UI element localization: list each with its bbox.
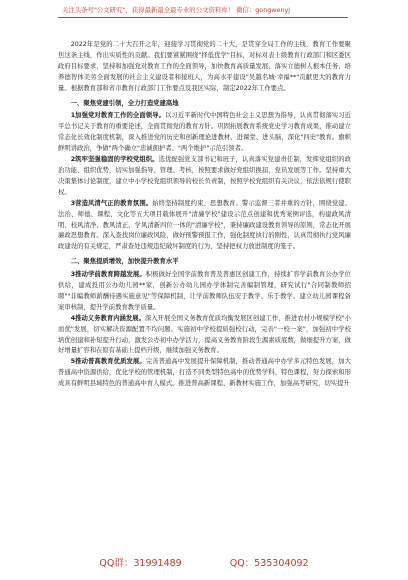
page-footer [0,555,408,569]
item-lead: 4推动义务教育内涵发展。 [70,314,145,322]
qq-contact-text: QQ：535304092 [229,558,309,569]
item-lead: 5推动普高教育优质发展。 [70,358,146,366]
qq-group-text: QQ群：31991489 [99,558,182,569]
list-item [58,155,351,199]
section-heading: 二、聚焦提质增效，加快提升教育水平 [70,258,179,266]
list-item [58,199,351,254]
item-body: 完善普通高中发展提升保障机制，推动普通高中办学多元特色发展，加大普通高中资源供给，优化学校的管理机制，打造不同类型特色高中的优势学科、特色课程，努力探索和形成具有鲜明县域特色的普通高中育人模式。推进普高新课程、新教材实施工作，加强高考研究，切实提升 [58,358,351,388]
item-body: 选优配强党支部书记和班子，认真落实党建责任制，发挥党组织的政治功能、组织优势，切实加强指导、管理、考核，按照要求做好党组织换届，党员发展等工作。坚持重大决策集体讨论制度，建立中小学校党组织领导的校长负责制，按照学校党组织有关决议，依法依规行使职权。 [58,156,351,196]
item-body: 始终坚持制度约束、思想教育、警示监督三者并重的方针，围绕党建、法治、师德、课程、文化等五大项目载体展开"清廉学校"建设示范点创建和优秀案例评选，构建政风清明、校风清净、教风清正、学风清新四位一体的"清廉学校"，秉持廉政建设教育领导的原则，常态化开展廉政思想教育。深入查找岗位廉政风险，做好预警预报工作，强化制度执行的刚性，认真贯彻执行党风廉政建设的有关规定，严肃查处违规违纪破坏制度的行为，坚持把权力放进制度的笼子。 [58,199,351,251]
item-lead: 3推动学前教育跨越发展。 [70,271,146,279]
item-lead: 1加强党对教育工作的全面领导。 [70,112,165,120]
item-body: 深入开展全国义务教育优质均衡发展区创建工作，推进农村小规模学校"小而优"发展，切实解决资源配置不均问题。实施初中学校提质强校行动，完善"一校一案"，加强初中学校培优创建和补短提升行动，激发公办初中办学活力，提高义务教育阶段生源素质底数，做细提升方案，做好增量扩容和在原有基础上提档升级，继续加强义务教育。 [58,314,351,355]
intro-paragraph: 2022年是党的二十大召开之年，迎接学习贯彻党的二十大，是贯穿全局工作的主线，教育工作要聚焦这条主线，作出实质性的贡献。我们要紧紧围绕"择低优学"目标，对标对表上级教育行政部门和区委区政府目标要求，坚持和加强党对教育工作的全面领导，加快教育高质量发展，落实立德树人根本任务，培养德智体美劳全面发展的社会主义建设者和接班人，为高水平建设"吴越名城·幸福**"贡献更大的教育力量。根据教育部和省市教育行政部门工作要点及我区实际，制定2022年工作要点。 [58,41,351,92]
list-item [58,357,351,390]
list-item [58,314,351,358]
list-item [58,270,351,314]
section-heading: 一、聚焦党建引领，全力打造党建高地 [70,99,179,107]
item-lead: 3营造风清气正的教育氛围。 [70,199,153,207]
item-body: 积极做好全国学前教育普及普惠区创建工作，持续扩容学前教育公办学位供给，建成投用公办幼儿园**家，创新公办幼儿园办学体制完善编制管理，研究试行"合同制教师招聘""非编教师薪酬待遇实施意见"等保障机制，让学前教师队伍安于教学、乐于教学。建立幼儿园课程备案审核制，提升学前教育教学质量。 [58,271,351,311]
list-item [58,111,351,155]
header-divider [58,17,348,18]
page-header-banner: 关注头条号"公文研究"，获得最新最全最专业的公文资料库！ 微信：gongwenyj [62,6,291,14]
document-body [58,40,351,390]
item-body: 以习近平新时代中国特色社会主义思想为指导，认真贯彻落实习近平总书记关于教育的重要论述，全面贯彻党的教育方针。巩固拓展教育系统党史学习教育成果，推动建立常态化长效化制度机制，深入推进党的历史和创新理论进教材、进课堂、进头脑，深化"四史"教育。旗帜鲜明讲政治，争做"两个确立"忠诚拥护者、"两个维护"示范引领者。 [58,112,351,153]
item-lead: 2筑牢坚强稳固的学校党组织。 [70,156,159,164]
